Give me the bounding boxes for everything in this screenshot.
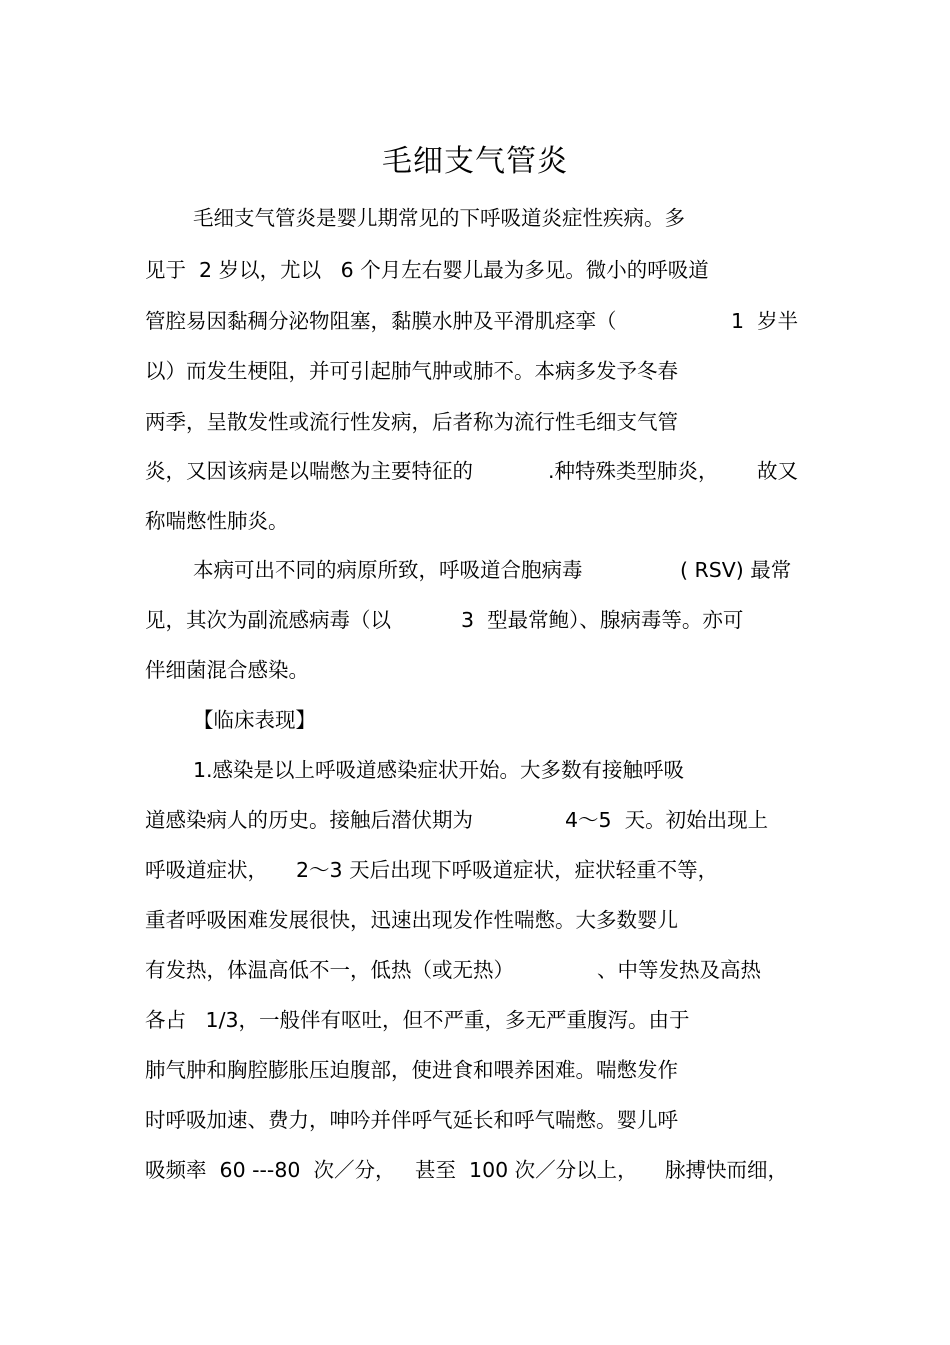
text-segment: 2～3 天后出现下呼吸道症状，症状轻重不等， [296,858,719,882]
text-segment: 呼吸道症状， [145,858,268,882]
text-segment: 4～5 天。初始出现上 [565,808,769,832]
text-segment: 1 岁半 [731,309,799,333]
text-segment: 伴细菌混合感染。 [145,658,309,682]
text-segment: ( RSV) 最常 [680,558,792,582]
text-segment: 管腔易因黏稠分泌物阻塞，黏膜水肿及平滑肌痉挛（ [145,309,617,333]
text-line [0,1156,788,1296]
text-segment: 见，其次为副流感病毒（以 [145,608,391,632]
text-segment: 、中等发热及高热 [597,958,761,982]
text-segment: 故又 [757,459,798,483]
text-segment: 两季，呈散发性或流行性发病，后者称为流行性毛细支气管 [145,410,678,434]
text-segment: .种特殊类型肺炎， [548,459,719,483]
section-heading-text: 【临床表现】 [193,708,316,732]
document-title: 毛细支气管炎 [382,144,568,179]
text-segment: 称喘憋性肺炎。 [145,509,289,533]
text-segment: 重者呼吸困难发展很快，迅速出现发作性喘憋。大多数婴儿 [145,908,678,932]
text-segment: 肺气肿和胸腔膨胀压迫腹部，使进食和喂养困难。喘憋发作 [145,1058,678,1082]
text-segment: 毛细支气管炎是婴儿期常见的下呼吸道炎症性疾病。多 [193,206,685,230]
text-segment: 以）而发生梗阻，并可引起肺气肿或肺不。本病多发予冬春 [145,359,678,383]
text-segment: 时呼吸加速、费力，呻吟并伴呼气延长和呼气喘憋。婴儿呼 [145,1108,678,1132]
text-segment: 甚至 100 次／分以上， [415,1158,638,1182]
text-segment: 1.感染是以上呼吸道感染症状开始。大多数有接触呼吸 [193,758,685,782]
text-segment: 本病可出不同的病原所致，呼吸道合胞病毒 [193,558,583,582]
text-segment: 脉搏快而细， [665,1158,788,1182]
text-segment: 3 型最常鲍）、腺病毒等。亦可 [461,608,744,632]
text-segment: 见于 2 岁以，尤以 6 个月左右婴儿最为多见。微小的呼吸道 [145,258,709,282]
text-segment: 炎，又因该病是以喘憋为主要特征的 [145,459,473,483]
text-segment: 吸频率 60 ---80 次／分， [145,1158,396,1182]
text-segment: 道感染病人的历史。接触后潜伏期为 [145,808,473,832]
text-segment: 有发热，体温高低不一，低热（或无热） [145,958,514,982]
text-segment: 各占 1/3，一般伴有呕吐，但不严重，多无严重腹泻。由于 [145,1008,690,1032]
